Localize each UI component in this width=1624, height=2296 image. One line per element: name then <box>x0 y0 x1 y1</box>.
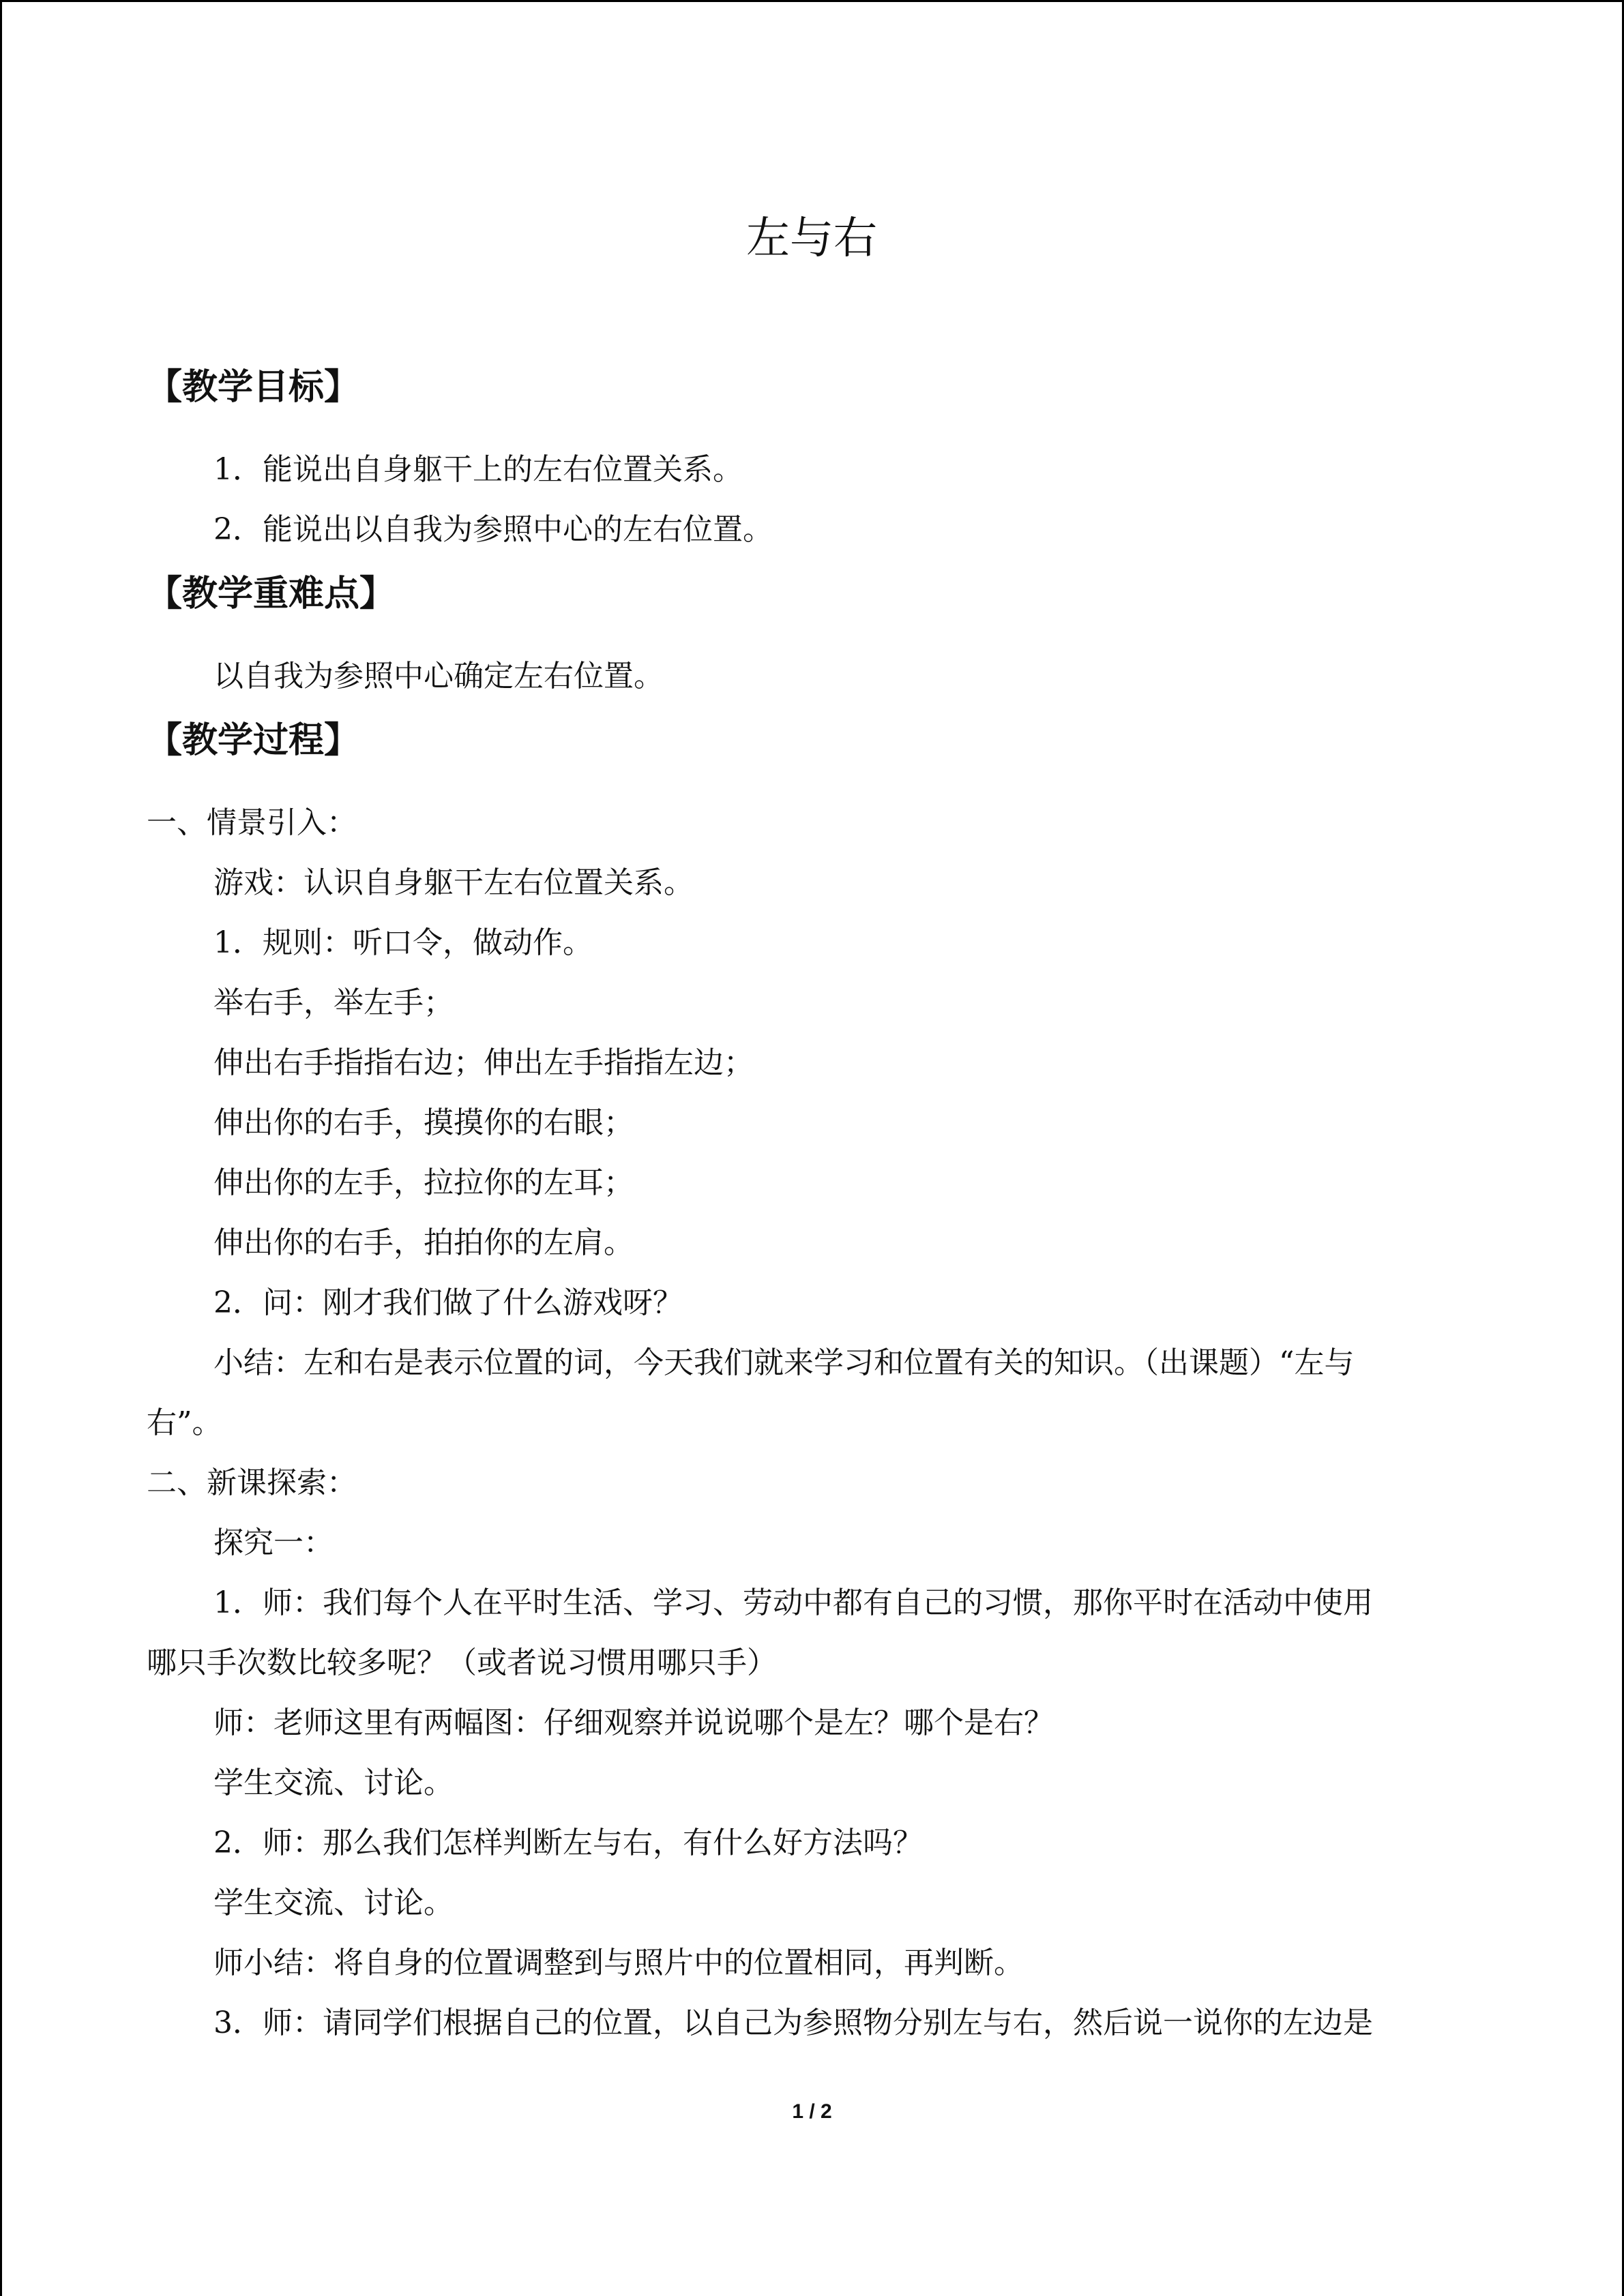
process-line: 伸出你的右手，摸摸你的右眼； <box>213 1105 634 1140</box>
process-line: 探究一： <box>213 1525 334 1560</box>
process-line: 伸出右手指指右边；伸出左手指指左边； <box>213 1045 754 1080</box>
heading-process: 【教学过程】 <box>147 720 360 761</box>
process-line: 2．问：刚才我们做了什么游戏呀？ <box>213 1285 683 1320</box>
process-line: 学生交流、讨论。 <box>213 1885 454 1920</box>
process-line: 1．规则：听口令，做动作。 <box>213 925 593 960</box>
heading-objectives: 【教学目标】 <box>147 367 360 408</box>
process-line: 3．师：请同学们根据自己的位置，以自己为参照物分别左与右，然后说一说你的左边是 <box>213 2006 1373 2040</box>
process-line: 师小结：将自身的位置调整到与照片中的位置相同，再判断。 <box>213 1945 1024 1980</box>
process-line: 学生交流、讨论。 <box>213 1765 454 1800</box>
process-line: 2．师：那么我们怎样判断左与右，有什么好方法吗？ <box>213 1825 923 1860</box>
process-line: 小结：左和右是表示位置的词，今天我们就来学习和位置有关的知识。（出课题）“左与 <box>213 1345 1355 1380</box>
heading-key-points: 【教学重难点】 <box>147 573 396 614</box>
page-border-top <box>0 0 1624 2</box>
process-line: 游戏：认识自身躯干左右位置关系。 <box>213 865 694 900</box>
objective-item: 1．能说出自身躯干上的左右位置关系。 <box>213 452 743 487</box>
process-line-section: 二、新课探索： <box>147 1465 357 1500</box>
process-line: 1．师：我们每个人在平时生活、学习、劳动中都有自己的习惯，那你平时在活动中使用 <box>213 1585 1373 1620</box>
key-points-text: 以自我为参照中心确定左右位置。 <box>213 659 664 694</box>
document-title: 左与右 <box>746 213 877 264</box>
page-border-left <box>0 0 2 2296</box>
process-line-section: 一、情景引入： <box>147 805 357 840</box>
process-line: 伸出你的左手，拉拉你的左耳； <box>213 1165 634 1200</box>
page-number: 1 / 2 <box>792 2100 832 2123</box>
process-line: 师：老师这里有两幅图：仔细观察并说说哪个是左？哪个是右？ <box>213 1705 1054 1740</box>
process-line-continuation: 哪只手次数比较多呢？（或者说习惯用哪只手） <box>147 1645 777 1680</box>
process-line: 伸出你的右手，拍拍你的左肩。 <box>213 1225 634 1260</box>
process-line-continuation: 右”。 <box>147 1405 222 1440</box>
objective-item: 2．能说出以自我为参照中心的左右位置。 <box>213 512 773 547</box>
process-line: 举右手，举左手； <box>213 985 454 1020</box>
